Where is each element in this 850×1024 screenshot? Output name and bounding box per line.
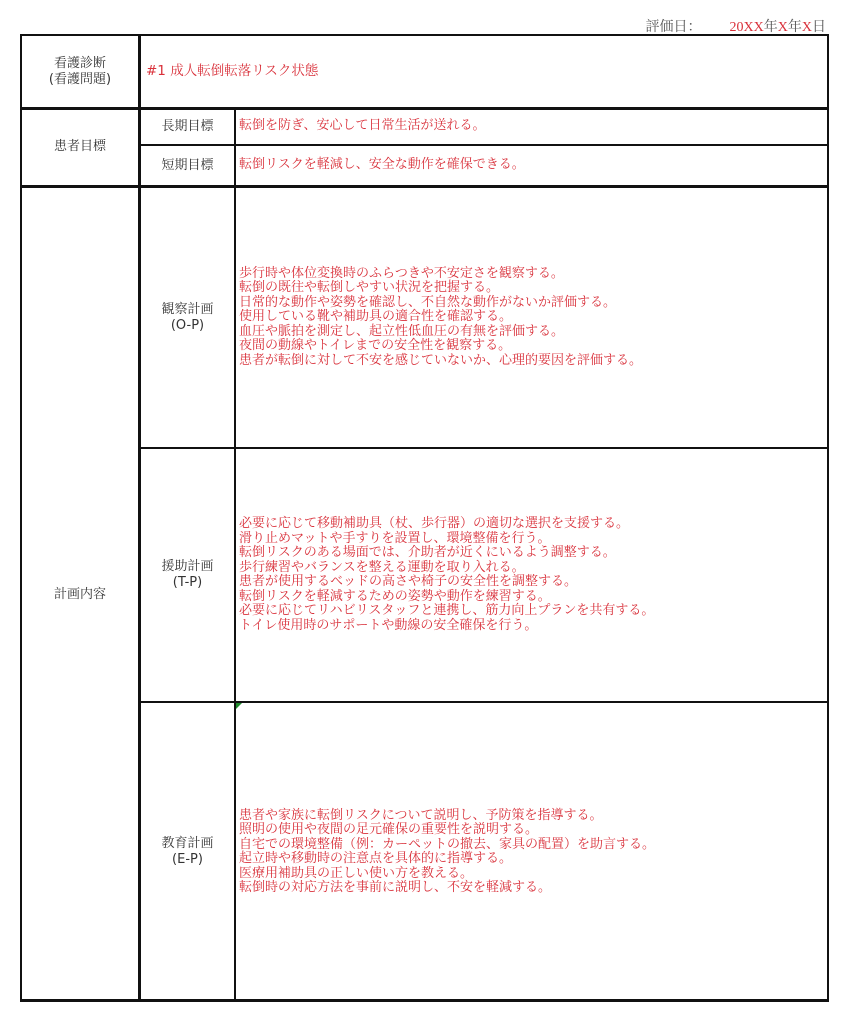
ep-label-line1: 教育計画 (161, 836, 214, 851)
op-item: 日常的な動作や姿勢を確認し、不自然な動作がないか評価する。 (239, 294, 617, 310)
long-term-goal-label (141, 109, 234, 144)
op-item: 患者が転倒に対して不安を感じていないか、心理的要因を評価する。 (239, 352, 643, 368)
ep-item: 医療用補助具の正しい使い方を教える。 (239, 865, 474, 881)
education-plan-content[interactable] (235, 703, 825, 1001)
op-item: 使用している靴や補助具の適合性を確認する。 (239, 309, 513, 325)
diagnosis-label-line2: (看護問題) (48, 71, 112, 87)
op-label-line2: (O-P) (170, 317, 205, 333)
long-term-goal-text: 転倒を防ぎ、安心して日常生活が送れる。 (239, 118, 486, 134)
evaluation-date-label: 評価日： (645, 20, 702, 35)
evaluation-date-month[interactable]: X (777, 20, 788, 35)
treatment-plan-content[interactable] (235, 449, 825, 701)
tp-item: 転倒リスクのある場面では、介助者が近くにいるよう調整する。 (239, 545, 616, 560)
month-unit: 年 (787, 20, 802, 35)
ep-item: 自宅での環境整備（例：カーペットの撤去、家具の配置）を助言する。 (239, 836, 656, 852)
plan-content-label-text: 計画内容 (53, 586, 106, 602)
ep-item: 患者や家族に転倒リスクについて説明し、予防策を指導する。 (239, 807, 603, 823)
short-term-goal-text: 転倒リスクを軽減し、安全な動作を確保できる。 (239, 157, 525, 173)
treatment-plan-label (141, 449, 234, 701)
observation-plan-label (141, 188, 234, 447)
tp-label-line1: 援助計画 (161, 559, 214, 574)
short-term-goal-label (141, 146, 234, 185)
tp-label-line2: (T-P) (172, 575, 203, 590)
ep-label-line2: (E-P) (172, 852, 203, 867)
observation-plan-content[interactable] (235, 188, 825, 447)
tp-item: 転倒リスクを軽減するための姿勢や動作を練習する。 (239, 588, 551, 604)
long-term-goal-label-text: 長期目標 (161, 118, 214, 134)
education-plan-label (141, 703, 234, 1001)
evaluation-date-day[interactable]: X (801, 20, 812, 35)
ep-item: 照明の使用や夜間の足元確保の重要性を説明する。 (239, 822, 539, 837)
short-term-goal-value[interactable] (239, 146, 824, 185)
op-item: 血圧や脈拍を測定し、起立性低血圧の有無を評価する。 (239, 323, 565, 339)
day-unit: 日 (812, 20, 826, 35)
tp-item: 必要に応じて移動補助具（杖、歩行器）の適切な選択を支援する。 (239, 516, 630, 531)
short-term-goal-label-text: 短期目標 (161, 157, 214, 173)
evaluation-date-year[interactable]: 20XX (729, 20, 764, 35)
diagnosis-label (22, 36, 138, 107)
evaluation-date (646, 16, 826, 36)
tp-item: 歩行練習やバランスを整える運動を取り入れる。 (239, 559, 525, 575)
diagnosis-label-line1: 看護診断 (53, 55, 106, 71)
tp-item: 滑り止めマットや手すりを設置し、環境整備を行う。 (239, 530, 551, 546)
diagnosis-text: #1 成人転倒転落リスク状態 (146, 63, 319, 80)
op-item: 夜間の動線やトイレまでの安全性を観察する。 (239, 338, 512, 354)
op-item: 転倒の既往や転倒しやすい状況を把握する。 (239, 280, 500, 296)
tp-item: トイレ使用時のサポートや動線の安全確保を行う。 (239, 617, 538, 633)
patient-goals-label (22, 109, 138, 185)
plan-content-label (22, 188, 138, 1001)
op-label-line1: 観察計画 (161, 301, 214, 317)
diagnosis-value[interactable] (146, 36, 826, 107)
tp-item: 患者が使用するベッドの高さや椅子の安全性を調整する。 (239, 574, 578, 589)
year-unit: 年 (763, 20, 778, 35)
long-term-goal-value[interactable] (239, 109, 824, 144)
tp-item: 必要に応じてリハビリスタッフと連携し、筋力向上プランを共有する。 (239, 603, 655, 618)
ep-item: 転倒時の対応方法を事前に説明し、不安を軽減する。 (239, 880, 552, 895)
patient-goals-label-text: 患者目標 (53, 139, 106, 154)
ep-item: 起立時や移動時の注意点を具体的に指導する。 (239, 851, 513, 866)
op-item: 歩行時や体位変換時のふらつきや不安定さを観察する。 (239, 265, 564, 281)
nursing-care-plan-table (20, 34, 829, 1002)
